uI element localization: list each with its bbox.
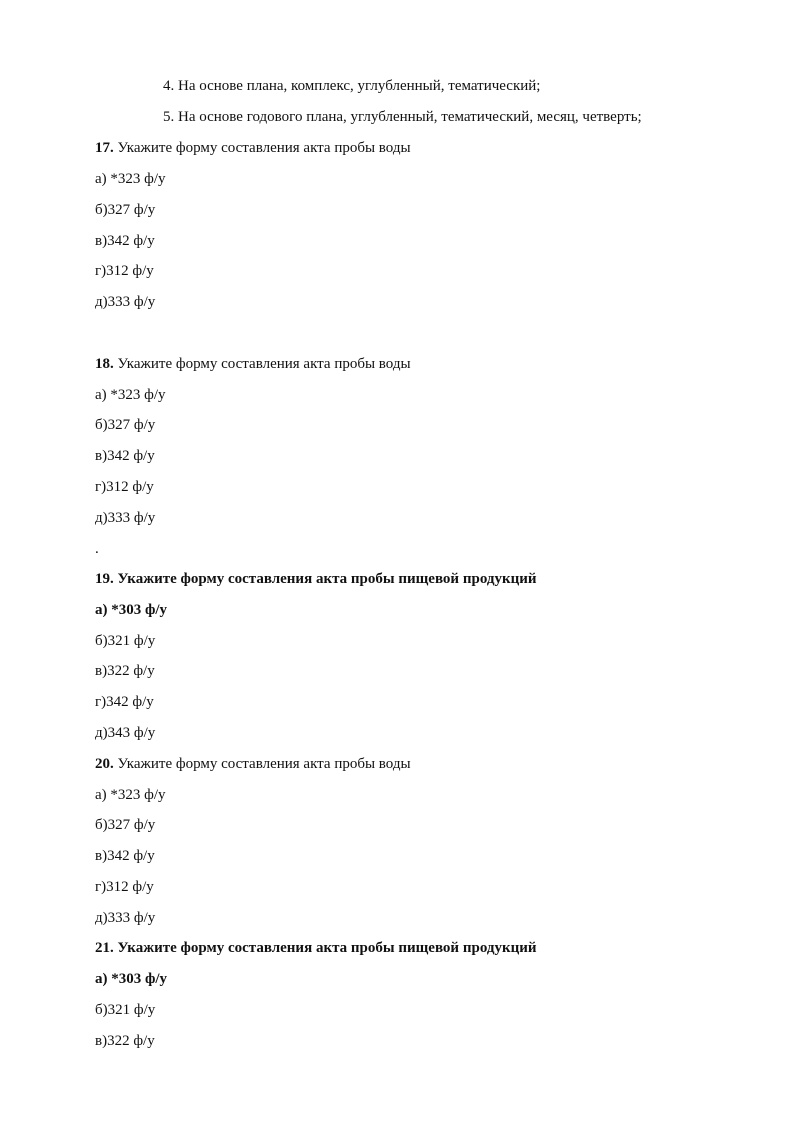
q19-option-v: в)322 ф/у (95, 663, 155, 679)
q20-option-a: а) *323 ф/у (95, 787, 166, 803)
q17-option-a: а) *323 ф/у (95, 171, 166, 187)
question-18 (95, 355, 411, 373)
q17-option-g: г)312 ф/у (95, 263, 154, 279)
q21-option-b: б)321 ф/у (95, 1002, 156, 1018)
q20-option-v: в)342 ф/у (95, 848, 155, 864)
intro-item-4: 4. На основе плана, комплекс, углубленный, тематический; (163, 78, 541, 94)
question-number: 17. (95, 140, 114, 156)
q18-option-g: г)312 ф/у (95, 479, 154, 495)
question-text: Укажите форму составления акта пробы воды (113, 756, 411, 772)
q20-option-b: б)327 ф/у (95, 817, 156, 833)
question-number: 20. (95, 756, 114, 772)
q17-option-b: б)327 ф/у (95, 202, 156, 218)
q17-option-v: в)342 ф/у (95, 233, 155, 249)
q17-option-d: д)333 ф/у (95, 294, 156, 310)
q21-option-a: а) *303 ф/у (95, 971, 168, 987)
q21-option-v: в)322 ф/у (95, 1033, 155, 1049)
q20-option-d: д)333 ф/у (95, 910, 156, 926)
question-number: 18. (95, 356, 114, 372)
question-19: 19. Укажите форму составления акта пробы пищевой продукций (95, 571, 537, 587)
q18-option-a: а) *323 ф/у (95, 387, 166, 403)
q18-option-b: б)327 ф/у (95, 417, 156, 433)
q18-option-v: в)342 ф/у (95, 448, 155, 464)
question-17 (95, 139, 411, 157)
question-21: 21. Укажите форму составления акта пробы пищевой продукций (95, 940, 537, 956)
q20-option-g: г)312 ф/у (95, 879, 154, 895)
separator-dot: . (95, 541, 99, 557)
question-text: Укажите форму составления акта пробы воды (113, 140, 411, 156)
intro-item-5: 5. На основе годового плана, углубленный, тематический, месяц, четверть; (163, 109, 642, 125)
q19-option-g: г)342 ф/у (95, 694, 154, 710)
q19-option-a: а) *303 ф/у (95, 602, 168, 618)
q19-option-d: д)343 ф/у (95, 725, 156, 741)
q18-option-d: д)333 ф/у (95, 510, 156, 526)
q19-option-b: б)321 ф/у (95, 633, 156, 649)
question-text: Укажите форму составления акта пробы воды (113, 356, 411, 372)
question-20 (95, 755, 411, 773)
